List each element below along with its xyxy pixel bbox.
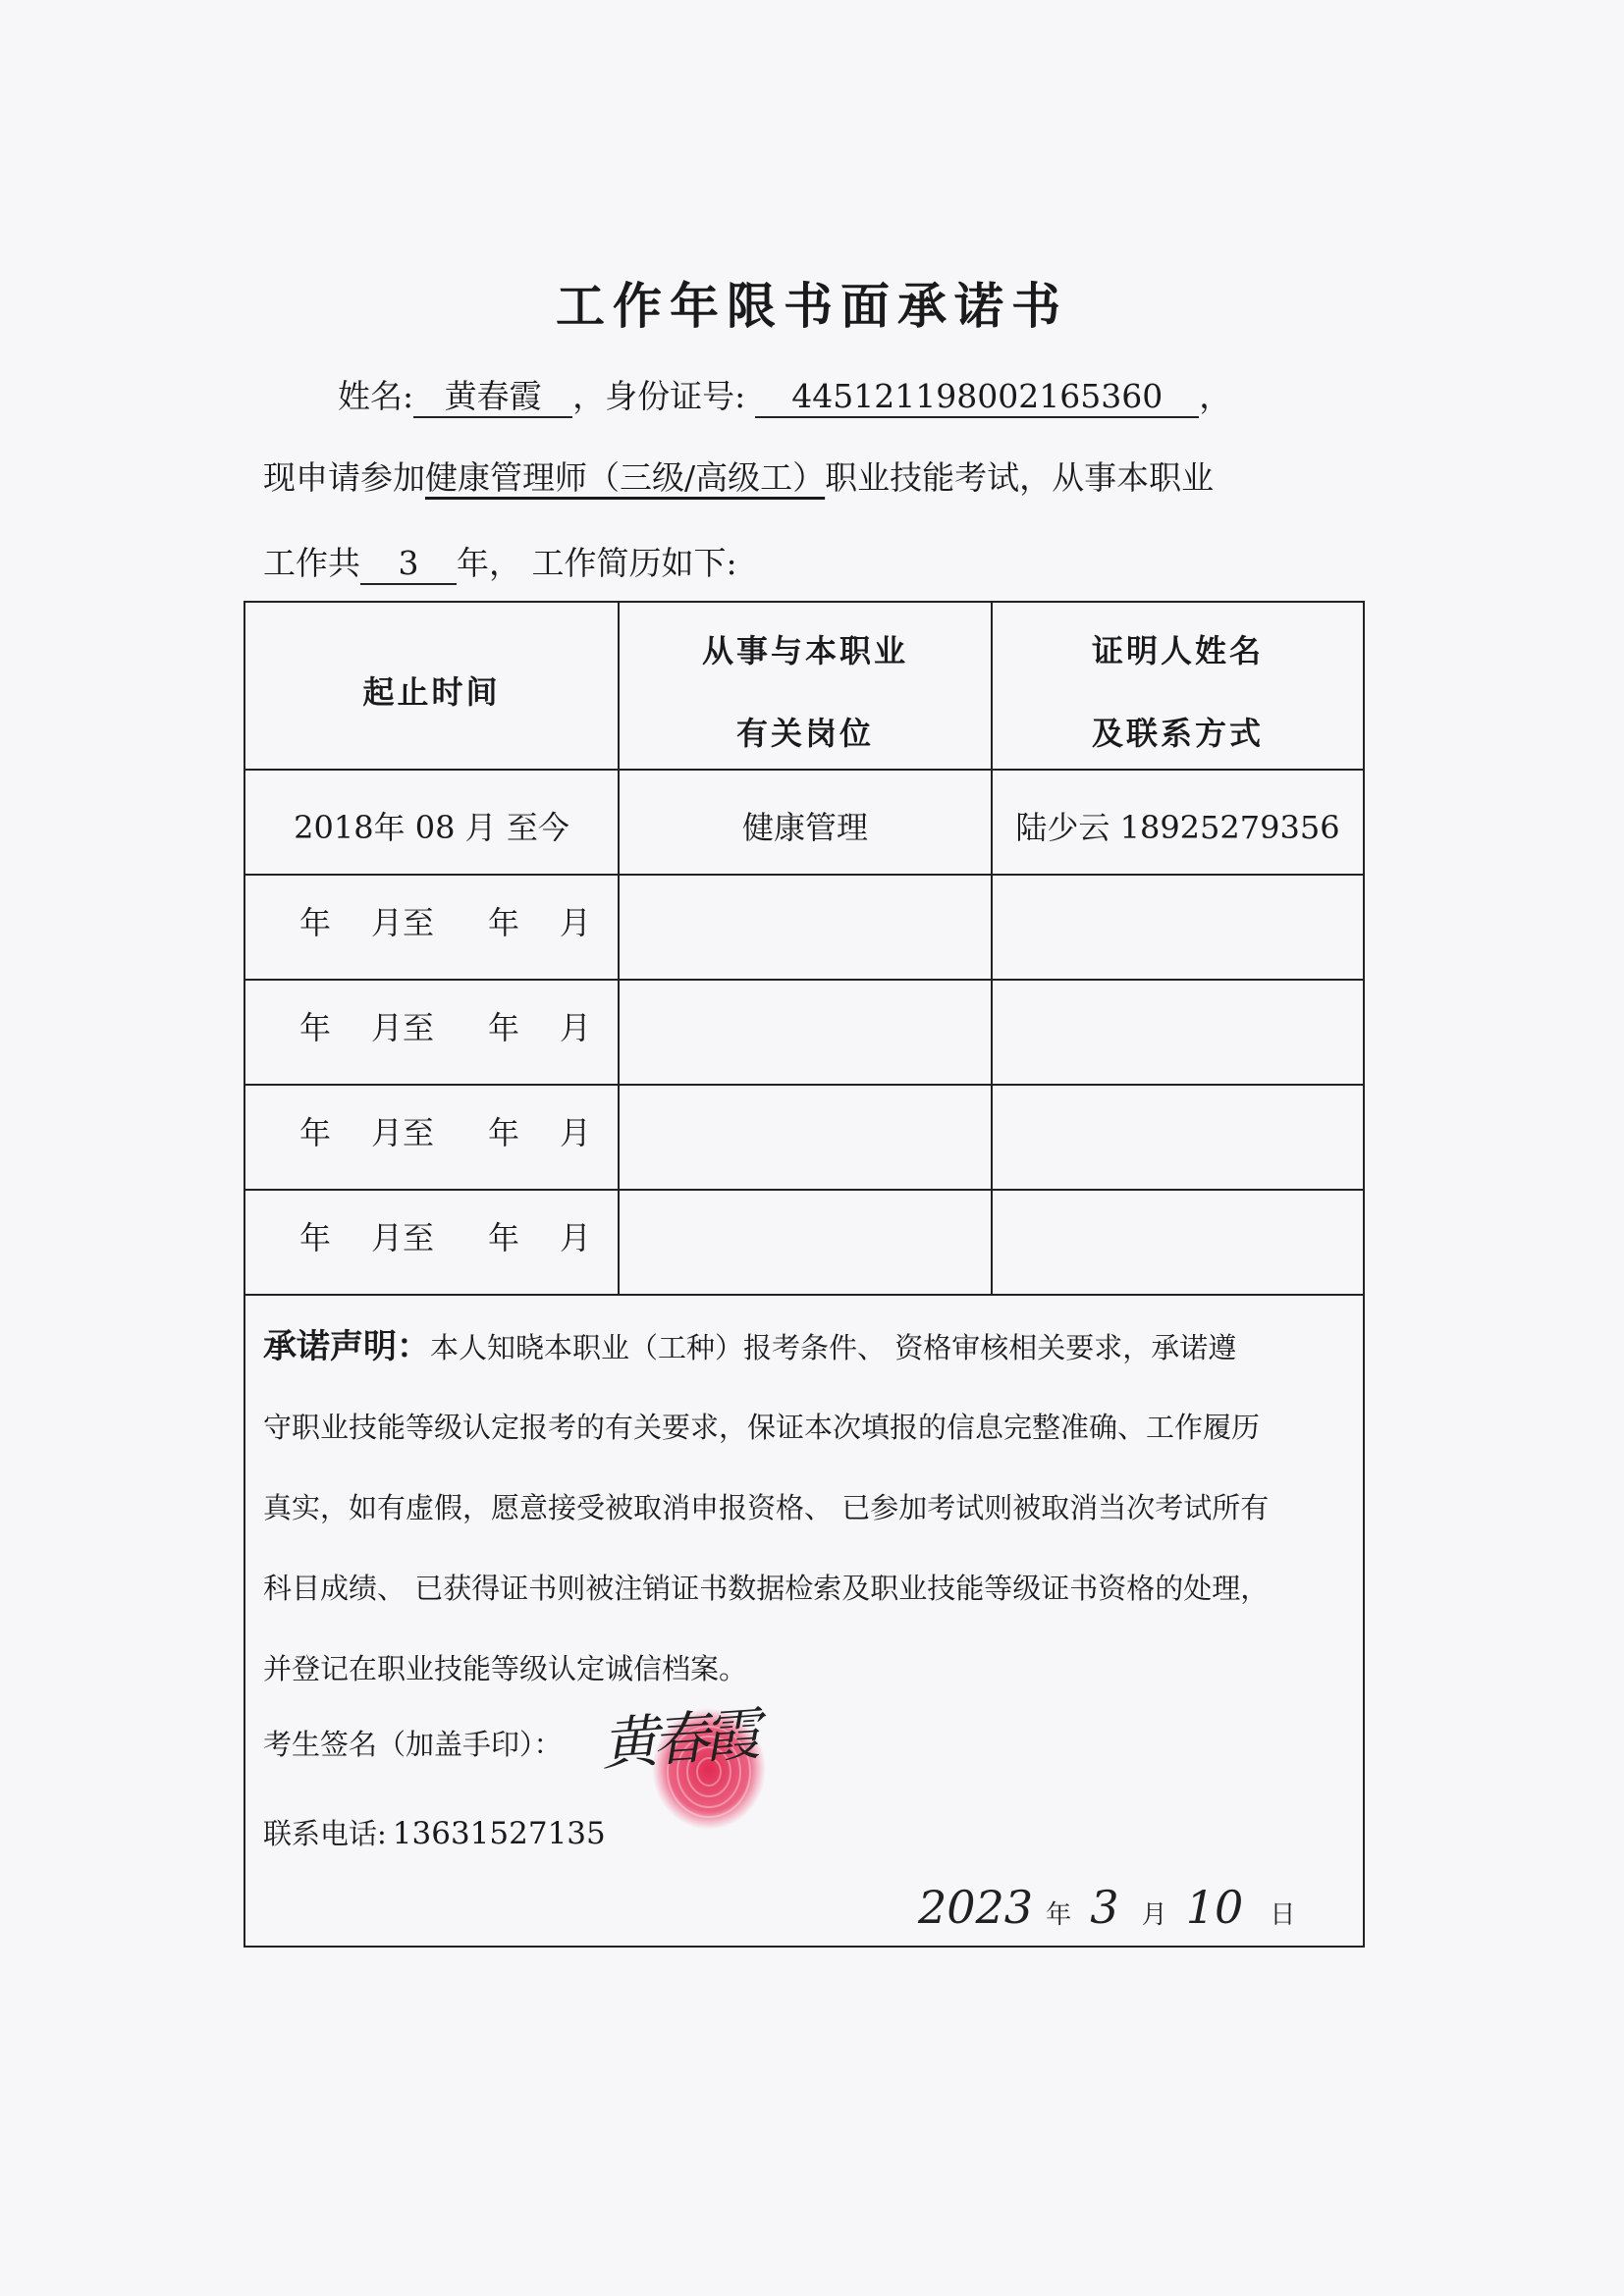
phone-value: 13631527135 [392,1816,606,1851]
year-label: 年 [488,1009,520,1046]
pledge-line-2: 守职业技能等级认定报考的有关要求，保证本次填报的信息完整准确、工作履历 [263,1411,1261,1444]
name-value: 黄春霞 [444,377,542,415]
year-label: 年 [488,1219,520,1256]
pledge-line-3: 真实，如有虚假，愿意接受被取消申报资格、 已参加考试则被取消当次考试所有 [263,1491,1270,1524]
application-line [263,458,1214,498]
pledge-line-4: 科目成绩、 已获得证书则被注销证书数据检索及职业技能等级证书资格的处理， [263,1572,1270,1605]
header-position-line2: 有关岗位 [735,715,874,752]
apply-suffix: 职业技能考试，从事本职业 [825,458,1215,497]
row-divider [244,1084,1365,1086]
years-line [263,544,737,585]
years-value: 3 [398,544,419,582]
name-field [413,377,572,418]
month-label: 月 [560,1009,592,1046]
signature: 黄春霞 [599,1700,757,1779]
id-field [755,377,1199,418]
row-divider [244,1189,1365,1191]
header-position-line1: 从事与本职业 [701,632,908,669]
pledge-line-5: 并登记在职业技能等级认定诚信档案。 [263,1652,748,1685]
date-day: 10 [1185,1881,1244,1934]
month-label: 月 [560,1219,592,1256]
month-label: 月 [560,1114,592,1151]
row1-reference: 陆少云 18925279356 [1015,809,1340,846]
row-divider [244,874,1365,876]
name-label: 姓名: [338,377,414,415]
document-title: 工作年限书面承诺书 [556,278,1068,335]
header-reference-line1: 证明人姓名 [1091,632,1264,669]
row-divider [244,769,1365,771]
month-label: 月 [560,904,592,941]
month-to-label: 月至 [371,1219,435,1256]
year-label: 年 [299,904,332,941]
id-value: 445121198002165360 [791,377,1164,415]
month-to-label: 月至 [371,1009,435,1046]
applicant-line [338,377,1231,418]
id-label: ，身份证号: [572,377,746,415]
header-period: 起止时间 [362,673,501,711]
exam-name: 健康管理师（三级/高级工） [425,458,826,497]
header-reference-line2: 及联系方式 [1091,715,1264,752]
year-label: 年 [488,1114,520,1151]
phone-line [263,1814,1343,1853]
row-divider [244,979,1365,981]
date-month-unit: 月 [1141,1900,1167,1930]
year-label: 年 [299,1219,332,1256]
phone-label: 联系电话: [263,1817,387,1850]
row1-position: 健康管理 [741,809,868,846]
year-label: 年 [488,904,520,941]
year-label: 年 [299,1114,332,1151]
years-suffix: 年， 工作简历如下: [457,544,737,582]
date-year: 2023 [918,1881,1034,1934]
apply-prefix: 现申请参加 [263,458,425,497]
pledge-text: 本人知晓本职业（工种）报考条件、 资格审核相关要求，承诺遵 [430,1331,1237,1364]
years-field [360,544,457,585]
pledge-line-1 [263,1327,1343,1372]
row-divider [244,1294,1365,1296]
date-day-unit: 日 [1270,1900,1296,1930]
month-to-label: 月至 [371,1114,435,1151]
pledge-label: 承诺声明： [263,1327,430,1366]
date-line [918,1881,1295,1934]
years-prefix: 工作共 [263,544,360,582]
trailing-comma: ， [1199,377,1232,415]
month-to-label: 月至 [371,904,435,941]
signature-label: 考生签名（加盖手印）： [263,1728,563,1761]
row1-period: 2018年 08 月 至今 [294,809,569,846]
date-month: 3 [1090,1881,1119,1934]
year-label: 年 [299,1009,332,1046]
date-year-unit: 年 [1046,1900,1072,1930]
